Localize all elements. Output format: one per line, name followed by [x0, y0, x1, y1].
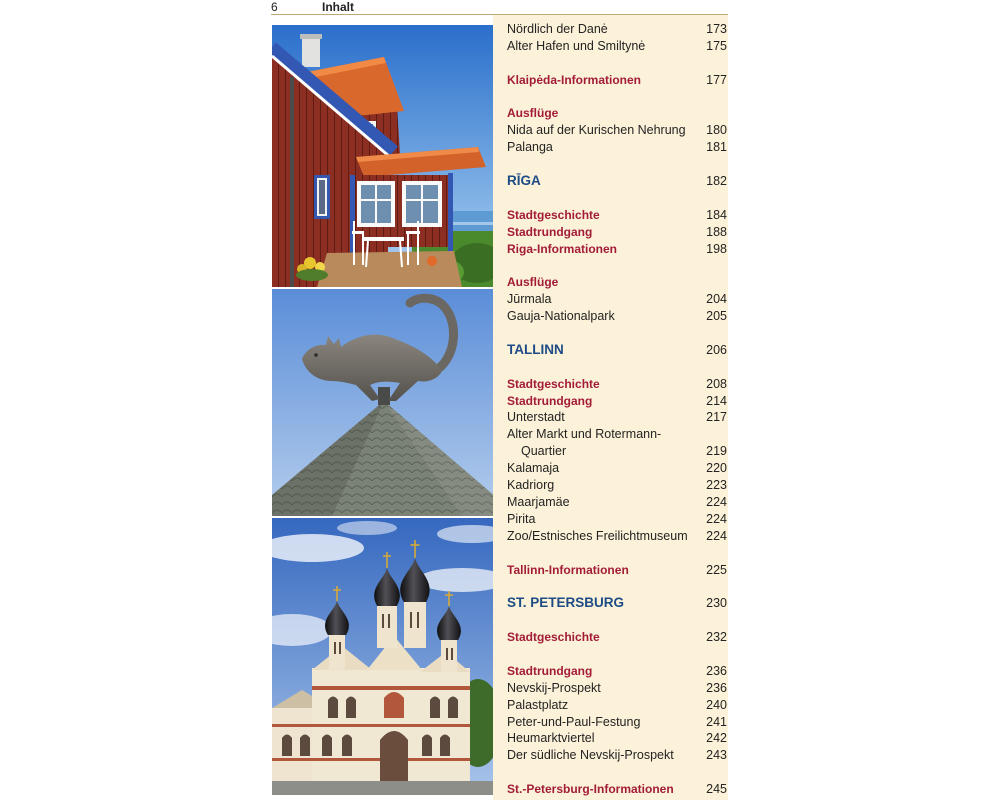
toc-page-number: 208: [706, 376, 727, 391]
toc-entry: [507, 426, 727, 443]
toc-page-number: 177: [706, 72, 727, 87]
toc-page-number: 205: [706, 309, 727, 324]
toc-page-number: 236: [706, 663, 727, 678]
toc-entry-label: Maarjamäe: [507, 494, 570, 509]
toc-section-heading: [507, 105, 727, 122]
toc-section-heading: [507, 393, 727, 410]
toc-section-heading: [507, 629, 727, 646]
toc-page-number: 184: [706, 207, 727, 222]
toc-entry-label: Tallinn-Informationen: [507, 562, 629, 577]
toc-entry-label: Stadtrundgang: [507, 663, 593, 678]
toc-page-number: 198: [706, 241, 727, 256]
toc-page-number: 188: [706, 224, 727, 239]
toc-page-number: 240: [706, 697, 727, 712]
toc-spacer: [507, 156, 727, 173]
toc-section-heading: [507, 207, 727, 224]
toc-page-number: 224: [706, 494, 727, 509]
toc-entry-label: Palanga: [507, 140, 553, 155]
toc-entry: [507, 460, 727, 477]
toc-page-number: 220: [706, 461, 727, 476]
toc-entry: [507, 139, 727, 156]
toc-entry-label: TALLINN: [507, 341, 564, 357]
toc-page-number: 236: [706, 680, 727, 695]
toc-entry-label: Alter Markt und Rotermann-: [507, 427, 662, 442]
photo-cathedral: [272, 518, 493, 795]
toc-entry-label: Stadtrundgang: [507, 224, 593, 239]
toc-entry-label: St.-Petersburg-Informationen: [507, 782, 674, 797]
toc-page-number: 214: [706, 393, 727, 408]
street: [272, 781, 493, 795]
toc-entry: [507, 308, 727, 325]
toc-entry-label: Ausflüge: [507, 275, 559, 290]
toc-entry-label: Stadtgeschichte: [507, 376, 600, 391]
toc-entry-label: Der südliche Nevskij-Prospekt: [507, 748, 674, 763]
toc-entry-label: RĪGA: [507, 173, 541, 189]
cat-statue-graphic: [272, 289, 493, 516]
toc-spacer: [507, 545, 727, 562]
toc-page-number: 217: [706, 410, 727, 425]
toc-section-heading: [507, 72, 727, 89]
toc-spacer: [507, 578, 727, 595]
toc-page-number: 180: [706, 123, 727, 138]
page-number: 6: [271, 0, 278, 14]
toc-page-number: 173: [706, 22, 727, 36]
toc-entry-label: Jūrmala: [507, 292, 552, 307]
toc-entry: [507, 38, 727, 55]
toc-entry-label: Alter Hafen und Smiltynė: [507, 38, 646, 53]
toc-entry-label: Nördlich der Danė: [507, 22, 608, 36]
toc-entry: [507, 477, 727, 494]
photo-cat-statue: [272, 289, 493, 516]
toc-entry: [507, 714, 727, 731]
toc-page-number: 232: [706, 630, 727, 645]
toc-entry-label: Stadtgeschichte: [507, 630, 600, 645]
toc-entry: [507, 511, 727, 528]
toc-entry-label: ST. PETERSBURG: [507, 595, 625, 611]
page-title: Inhalt: [322, 0, 354, 14]
toc-spacer: [507, 359, 727, 376]
toc-section-heading: [507, 376, 727, 393]
toc-page-number: 223: [706, 478, 727, 493]
toc-city-heading: [507, 173, 727, 190]
toc-entry-label: Ausflüge: [507, 106, 559, 121]
toc-page-number: 242: [706, 731, 727, 746]
toc-list: [507, 21, 727, 798]
toc-entry: [507, 730, 727, 747]
toc-page-number: 243: [706, 748, 727, 763]
toc-page-number: 241: [706, 714, 727, 729]
toc-entry-label: Peter-und-Paul-Festung: [507, 714, 641, 729]
toc-section-heading: [507, 224, 727, 241]
toc-spacer: [507, 764, 727, 781]
toc-section-heading: [507, 241, 727, 258]
toc-page-number: 206: [706, 342, 727, 357]
toc-spacer: [507, 646, 727, 663]
wooden-house-graphic: [272, 25, 493, 287]
toc-page-number: 225: [706, 562, 727, 577]
toc-page-number: 181: [706, 140, 727, 155]
toc-entry-label: Gauja-Nationalpark: [507, 309, 615, 324]
cathedral-graphic: [272, 518, 493, 795]
toc-page-number: 245: [706, 782, 727, 797]
toc-spacer: [507, 325, 727, 342]
toc-city-heading: [507, 595, 727, 612]
toc-section-heading: [507, 274, 727, 291]
toc-entry-label: Heumarktviertel: [507, 731, 595, 746]
toc-entry-label: Kalamaja: [507, 461, 560, 476]
toc-entry-label: Stadtgeschichte: [507, 207, 600, 222]
toc-entry-label: Zoo/Estnisches Freilichtmuseum: [507, 528, 688, 543]
toc-spacer: [507, 89, 727, 106]
toc-entry: [507, 697, 727, 714]
toc-section-heading: [507, 663, 727, 680]
toc-spacer: [507, 612, 727, 629]
toc-section-heading: [507, 781, 727, 798]
photo-wooden-house: [272, 25, 493, 287]
toc-entry-label: Pirita: [507, 511, 536, 526]
toc-entry-label: Nevskij-Prospekt: [507, 680, 601, 695]
toc-page-number: 224: [706, 528, 727, 543]
toc-entry-label: Nida auf der Kurischen Nehrung: [507, 123, 686, 138]
toc-page-number: 204: [706, 292, 727, 307]
toc-entry-label: Klaipėda-Informationen: [507, 72, 642, 87]
toc-entry-label: Quartier: [521, 444, 567, 459]
toc-entry: [507, 528, 727, 545]
toc-entry-continuation: [507, 443, 727, 460]
toc-entry: [507, 494, 727, 511]
toc-entry-label: Unterstadt: [507, 410, 565, 425]
toc-spacer: [507, 257, 727, 274]
toc-city-heading: [507, 342, 727, 359]
toc-entry: [507, 291, 727, 308]
toc-page-number: 175: [706, 38, 727, 53]
toc-spacer: [507, 55, 727, 72]
toc-entry: [507, 21, 727, 38]
toc-entry-label: Stadtrundgang: [507, 393, 593, 408]
toc-entry-label: Riga-Informationen: [507, 241, 617, 256]
toc-entry-label: Kadriorg: [507, 478, 555, 493]
toc-section-heading: [507, 562, 727, 579]
toc-entry: [507, 747, 727, 764]
toc-page-number: 182: [706, 174, 727, 189]
toc-page-number: 230: [706, 596, 727, 611]
toc-entry: [507, 122, 727, 139]
toc-spacer: [507, 190, 727, 207]
toc-page-number: 219: [706, 444, 727, 459]
toc-page-number: 224: [706, 511, 727, 526]
toc-entry-label: Palastplatz: [507, 697, 569, 712]
toc-entry: [507, 409, 727, 426]
toc-entry: [507, 680, 727, 697]
